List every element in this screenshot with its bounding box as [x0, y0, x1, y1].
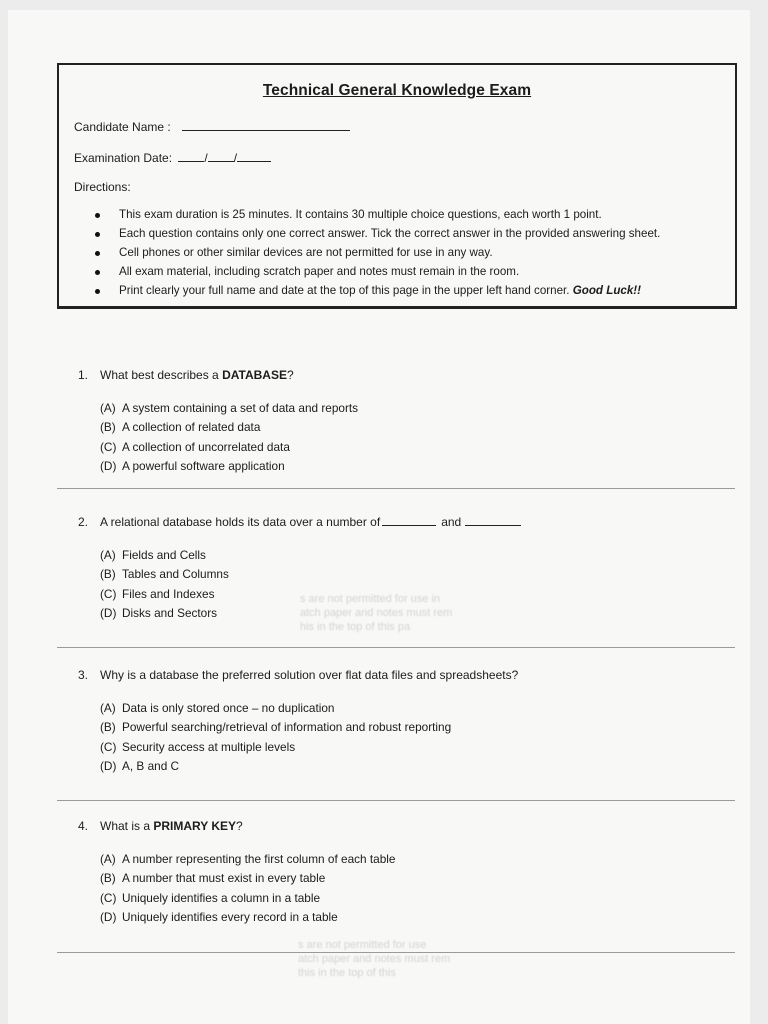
answer-options: [100, 699, 518, 776]
option-letter: (A): [100, 701, 116, 715]
bullet-icon: [95, 213, 100, 218]
directions-list: [74, 206, 660, 301]
exam-date-year-blank[interactable]: [237, 150, 271, 162]
exam-date-day-blank[interactable]: [178, 150, 204, 162]
question-divider: [57, 800, 735, 801]
exam-date-label: Examination Date:: [74, 151, 173, 165]
option-letter: (C): [100, 439, 117, 454]
option-text: Files and Indexes: [122, 586, 215, 601]
question-stem: [78, 514, 521, 529]
exam-date-month-blank[interactable]: [208, 150, 234, 162]
question-divider: [57, 952, 735, 953]
direction-text: All exam material, including scratch paper and notes must remain in the room.: [119, 265, 520, 278]
question-keyword: PRIMARY KEY: [153, 819, 237, 833]
direction-text: Cell phones or other similar devices are not permitted for use in any way.: [119, 246, 493, 259]
option-text: Data is only stored once – no duplication: [122, 701, 335, 715]
answer-blank[interactable]: [465, 514, 521, 526]
answer-option-d[interactable]: [100, 457, 358, 476]
option-text: Uniquely identifies every record in a table: [122, 909, 338, 924]
answer-option-b[interactable]: [100, 718, 518, 737]
answer-options: [100, 546, 521, 623]
option-text: Fields and Cells: [122, 548, 206, 562]
answer-option-d[interactable]: [100, 908, 395, 927]
direction-item: [74, 244, 660, 263]
option-letter: (A): [100, 548, 116, 562]
option-letter: (D): [100, 458, 117, 473]
date-separator: /: [233, 151, 238, 165]
option-text: A, B and C: [122, 758, 180, 773]
question-text: What best describes a: [100, 368, 223, 382]
directions-label: Directions:: [74, 180, 131, 194]
option-text: A collection of uncorrelated data: [122, 439, 290, 454]
direction-text: Print clearly your full name and date at the top of this page in the upper left hand corner.: [119, 284, 570, 297]
bullet-icon: [95, 232, 100, 237]
question-number: 4.: [78, 819, 89, 833]
option-text: A system containing a set of data and reports: [122, 401, 359, 415]
answer-option-a[interactable]: [100, 546, 521, 565]
answer-blank[interactable]: [382, 514, 436, 526]
question-text-mid: and: [441, 515, 462, 529]
question-number: 3.: [78, 668, 89, 682]
direction-text: Each question contains only one correct answer. Tick the correct answer in the provided answering sheet.: [119, 227, 661, 240]
option-letter: (B): [100, 720, 116, 735]
question-text: What is a: [100, 819, 154, 833]
question-number: 2.: [78, 515, 89, 529]
candidate-name-label: Candidate Name :: [74, 120, 171, 134]
option-letter: (A): [100, 852, 116, 866]
direction-text: This exam duration is 25 minutes. It contains 30 multiple choice questions, each worth 1 point.: [119, 208, 602, 221]
option-letter: (C): [100, 739, 117, 754]
option-text: A collection of related data: [122, 420, 261, 435]
option-text: Disks and Sectors: [122, 605, 218, 620]
option-letter: (C): [100, 586, 117, 601]
direction-item: [74, 263, 660, 282]
answer-option-d[interactable]: [100, 757, 518, 776]
answer-option-a[interactable]: [100, 399, 358, 418]
option-letter: (B): [100, 567, 116, 582]
exam-date-row: [74, 150, 271, 165]
question-stem: [78, 819, 395, 833]
question-divider: [57, 488, 735, 489]
question-text: Why is a database the preferred solution over flat data files and spreadsheets?: [100, 668, 519, 682]
option-letter: (D): [100, 758, 117, 773]
answer-option-d[interactable]: [100, 604, 521, 623]
direction-item: [74, 282, 660, 301]
option-text: Uniquely identifies a column in a table: [122, 890, 321, 905]
candidate-name-row: [74, 119, 350, 134]
candidate-name-blank[interactable]: [182, 119, 350, 131]
direction-item: [74, 225, 660, 244]
option-text: A powerful software application: [122, 458, 285, 473]
question-text-end: ?: [236, 819, 243, 833]
bullet-icon: [95, 289, 100, 294]
option-letter: (B): [100, 420, 116, 435]
exam-header-box: [57, 63, 737, 309]
answer-option-c[interactable]: [100, 585, 521, 604]
question-4: [78, 819, 395, 927]
question-2: [78, 514, 521, 623]
option-letter: (B): [100, 871, 116, 886]
option-text: A number representing the first column of each table: [122, 852, 396, 866]
option-text: Powerful searching/retrieval of information and robust reporting: [122, 720, 452, 735]
bullet-icon: [95, 270, 100, 275]
question-3: [78, 668, 518, 776]
question-text: A relational database holds its data over a number of: [100, 515, 381, 529]
question-number: 1.: [78, 368, 89, 382]
option-text: Tables and Columns: [122, 567, 229, 582]
option-letter: (C): [100, 890, 117, 905]
answer-options: [100, 399, 358, 476]
option-letter: (D): [100, 909, 117, 924]
option-text: Security access at multiple levels: [122, 739, 296, 754]
question-divider: [57, 647, 735, 648]
answer-option-b[interactable]: [100, 565, 521, 584]
answer-option-b[interactable]: [100, 418, 358, 437]
bullet-icon: [95, 251, 100, 256]
exam-title: Technical General Knowledge Exam: [262, 82, 532, 99]
answer-option-a[interactable]: [100, 850, 395, 869]
question-stem: [78, 368, 358, 382]
answer-option-c[interactable]: [100, 889, 395, 908]
question-stem: [78, 668, 518, 682]
answer-option-b[interactable]: [100, 869, 395, 888]
answer-option-c[interactable]: [100, 438, 358, 457]
answer-options: [100, 850, 395, 927]
good-luck-text: Good Luck!!: [572, 284, 642, 297]
option-letter: (A): [100, 401, 116, 415]
question-keyword: DATABASE: [222, 368, 287, 382]
question-1: [78, 368, 358, 476]
answer-option-c[interactable]: [100, 738, 518, 757]
answer-option-a[interactable]: [100, 699, 518, 718]
question-text-end: ?: [286, 368, 294, 382]
option-text: A number that must exist in every table: [122, 871, 326, 886]
date-separator: /: [204, 151, 208, 165]
show-through-text: s are not permitted for use atch paper and notes must rem this in the top of this: [298, 939, 451, 979]
direction-item: [74, 206, 660, 225]
option-letter: (D): [100, 605, 117, 620]
show-through-text: s are not permitted for use in atch paper and notes must rem his in the top of this pa: [300, 593, 453, 633]
